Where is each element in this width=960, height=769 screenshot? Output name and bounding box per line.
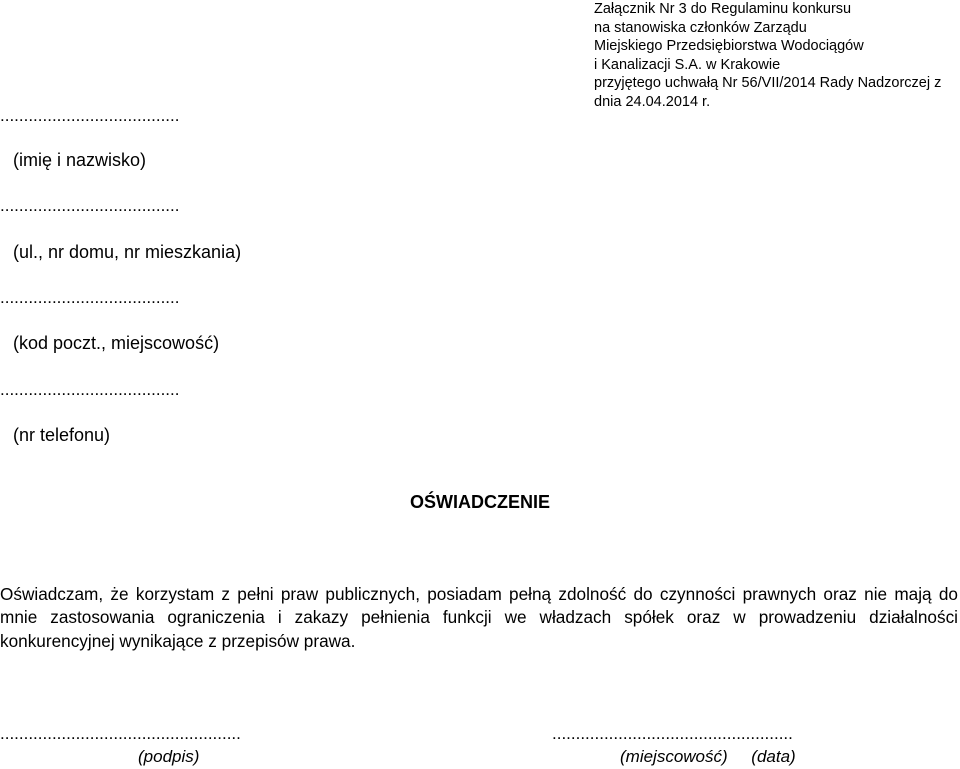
name-field-label: (imię i nazwisko): [13, 150, 147, 170]
postal-field-label: (kod poczt., miejscowość): [13, 333, 220, 353]
phone-field-label: (nr telefonu): [13, 425, 111, 445]
postal-dotted-line: ......................................: [0, 288, 180, 307]
place-date-label: (miejscowość) (data): [620, 747, 796, 766]
annex-line: i Kanalizacji S.A. w Krakowie: [594, 56, 781, 73]
document-title: OŚWIADCZENIE: [409, 492, 550, 512]
annex-header: [594, 0, 954, 111]
phone-dotted-line: ......................................: [0, 380, 180, 399]
annex-line: na stanowiska członków Zarządu: [594, 19, 807, 36]
annex-line: Miejskiego Przedsiębiorstwa Wodociągów: [594, 38, 864, 54]
annex-line: przyjętego uchwałą Nr 56/VII/2014 Rady Nadzorczej z: [594, 75, 942, 91]
annex-line: dnia 24.04.2014 r.: [594, 93, 711, 110]
street-dotted-line: ......................................: [0, 196, 180, 215]
street-field-label: (ul., nr domu, nr mieszkania): [13, 242, 242, 262]
name-dotted-line: ......................................: [0, 106, 180, 125]
statement-paragraph: Oświadczam, że korzystam z pełni praw publicznych, posiadam pełną zdolność do czynności prawnych oraz nie mają do mnie zastosowania ograniczenia i zakazy pełnienia funkcji we władzach spółek oraz w prowadzeniu działalności konkurencyjnej wynikające z przepisów prawa.: [0, 584, 958, 651]
place-date-dotted-line: ...................................................: [552, 724, 793, 743]
annex-line: Załącznik Nr 3 do Regulaminu konkursu: [594, 1, 852, 17]
signature-dotted-line: ...................................................: [0, 724, 241, 743]
signature-label: (podpis): [138, 747, 200, 766]
